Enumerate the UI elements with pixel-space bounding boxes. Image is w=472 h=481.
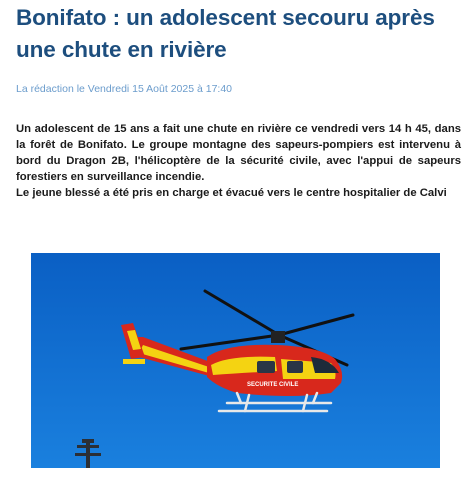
helicopter-photo xyxy=(31,253,440,468)
livery-text: SECURITE CIVILE xyxy=(247,382,299,388)
article-photo xyxy=(31,253,440,468)
article-paragraph: Le jeune blessé a été pris en charge et évacué vers le centre hospitalier de Calvi xyxy=(16,187,447,199)
article-byline: La rédaction le Vendredi 15 Août 2025 à 17:40 xyxy=(16,83,233,95)
article-paragraph: Un adolescent de 15 ans a fait une chute en rivière ce vendredi vers 14 h 45, dans la forêt de Bonifato. Le groupe montagne des sapeurs-pompiers est intervenu à bord du Dragon 2B, l'hélicoptère de la sécurité civile, avec l'appui de sapeurs forestiers en surveillance incendie. xyxy=(16,123,461,183)
article-body xyxy=(16,121,461,201)
article-title: Bonifato : un adolescent secouru après une chute en rivière xyxy=(16,5,435,62)
